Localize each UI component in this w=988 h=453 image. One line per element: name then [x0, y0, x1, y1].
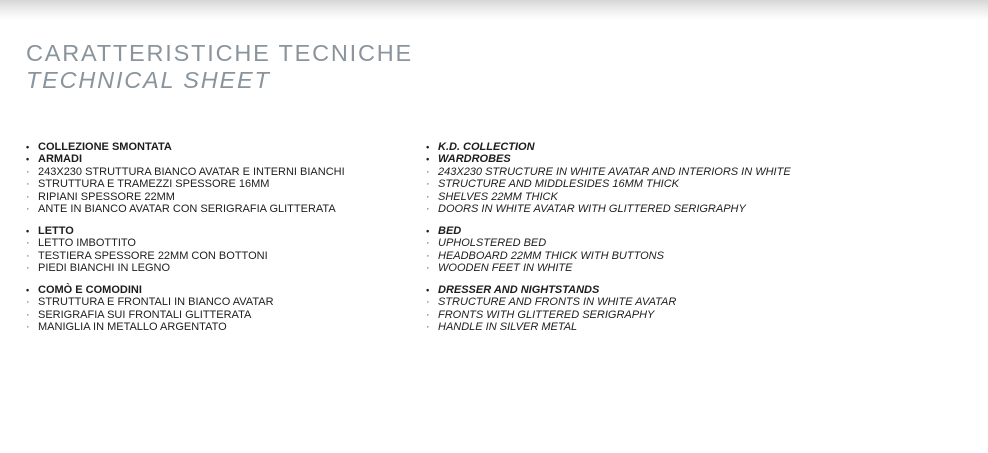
spec-item: [426, 166, 826, 178]
spec-item: [26, 166, 426, 178]
dot-icon: ·: [426, 165, 430, 178]
dot-icon: ·: [426, 296, 430, 309]
dot-icon: ·: [426, 190, 430, 203]
spec-item-text: 243X230 STRUTTURA BIANCO AVATAR E INTERNI BIANCHI: [38, 165, 345, 178]
bullet-icon: •: [426, 285, 430, 296]
dot-icon: ·: [426, 308, 430, 321]
spec-item-text: HEADBOARD 22MM THICK WITH BUTTONS: [438, 249, 664, 262]
spec-item: [426, 309, 826, 321]
spec-item-text: STRUCTURE AND MIDDLESIDES 16MM THICK: [438, 178, 680, 191]
spec-item: [26, 203, 426, 215]
spec-item: [26, 262, 426, 274]
spec-heading: [26, 284, 426, 296]
spec-item-text: 243X230 STRUCTURE IN WHITE AVATAR AND INTERIORS IN WHITE: [438, 165, 791, 178]
spec-item: [26, 191, 426, 203]
spec-item: [426, 321, 826, 333]
spec-heading: [26, 141, 426, 153]
spec-item-text: SERIGRAFIA SUI FRONTALI GLITTERATA: [38, 308, 252, 321]
spec-item: [426, 191, 826, 203]
dot-icon: ·: [26, 321, 30, 334]
dot-icon: ·: [26, 296, 30, 309]
bullet-icon: •: [26, 142, 30, 152]
spec-item-text: STRUCTURE AND FRONTS IN WHITE AVATAR: [438, 296, 677, 309]
spec-item-text: TESTIERA SPESSORE 22MM CON BOTTONI: [38, 249, 268, 262]
spec-item-text: ANTE IN BIANCO AVATAR CON SERIGRAFIA GLITTERATA: [38, 203, 336, 216]
dot-icon: ·: [26, 237, 30, 250]
spec-item-text: STRUTTURA E FRONTALI IN BIANCO AVATAR: [38, 296, 274, 309]
dot-icon: ·: [426, 249, 430, 262]
spec-item: [26, 178, 426, 190]
spec-group: [426, 284, 826, 334]
dot-icon: ·: [26, 165, 30, 178]
spec-heading-text: BED: [438, 224, 462, 237]
spec-heading: [426, 153, 826, 165]
dot-icon: ·: [426, 178, 430, 191]
spec-heading-text: K.D. COLLECTION: [438, 141, 535, 153]
spec-item: [26, 321, 426, 333]
spec-heading: [426, 225, 826, 237]
spec-group: [26, 284, 426, 334]
spec-group: [26, 141, 426, 215]
spec-item: [26, 237, 426, 249]
spec-item: [426, 250, 826, 262]
title-block: [26, 40, 413, 94]
bullet-icon: •: [426, 225, 430, 236]
spec-heading-text: COMÒ E COMODINI: [38, 284, 142, 297]
dot-icon: ·: [426, 321, 430, 334]
spec-item: [426, 262, 826, 274]
spec-heading: [26, 225, 426, 237]
spec-item-text: FRONTS WITH GLITTERED SERIGRAPHY: [438, 308, 655, 321]
spec-heading: [426, 284, 826, 296]
spec-item: [26, 250, 426, 262]
dot-icon: ·: [26, 178, 30, 191]
spec-item-text: UPHOLSTERED BED: [438, 237, 547, 250]
dot-icon: ·: [26, 308, 30, 321]
spec-heading: [426, 141, 826, 153]
spec-item-text: MANIGLIA IN METALLO ARGENTATO: [38, 321, 227, 334]
spec-item: [426, 296, 826, 308]
spec-item-text: HANDLE IN SILVER METAL: [438, 321, 578, 334]
bullet-icon: •: [26, 285, 30, 296]
page-title: CARATTERISTICHE TECNICHE: [26, 40, 414, 66]
english-spec-column: [426, 141, 826, 343]
bullet-icon: •: [426, 142, 430, 152]
spec-item: [426, 237, 826, 249]
spec-item-text: SHELVES 22MM THICK: [438, 190, 558, 203]
spec-group: [426, 141, 826, 215]
spec-item-text: PIEDI BIANCHI IN LEGNO: [38, 262, 171, 275]
dot-icon: ·: [426, 262, 430, 275]
spec-heading-text: COLLEZIONE SMONTATA: [38, 141, 172, 153]
italian-spec-column: [26, 141, 426, 343]
dot-icon: ·: [26, 190, 30, 203]
dot-icon: ·: [26, 262, 30, 275]
spec-item: [426, 178, 826, 190]
bullet-icon: •: [426, 154, 430, 165]
spec-item: [426, 203, 826, 215]
spec-item: [26, 296, 426, 308]
spec-heading: [26, 153, 426, 165]
spec-group: [26, 225, 426, 275]
spec-item-text: STRUTTURA E TRAMEZZI SPESSORE 16MM: [38, 178, 270, 191]
spec-item-text: WOODEN FEET IN WHITE: [438, 262, 573, 275]
spec-item-text: DOORS IN WHITE AVATAR WITH GLITTERED SERIGRAPHY: [438, 203, 746, 216]
spec-item-text: LETTO IMBOTTITO: [38, 237, 136, 250]
spec-heading-text: WARDROBES: [438, 153, 511, 166]
dot-icon: ·: [26, 249, 30, 262]
dot-icon: ·: [26, 203, 30, 216]
spec-heading-text: LETTO: [38, 224, 74, 237]
spec-item-text: RIPIANI SPESSORE 22MM: [38, 190, 175, 203]
spec-item: [26, 309, 426, 321]
dot-icon: ·: [426, 237, 430, 250]
spec-group: [426, 225, 826, 275]
dot-icon: ·: [426, 203, 430, 216]
bullet-icon: •: [26, 154, 30, 165]
spec-heading-text: ARMADI: [38, 153, 82, 166]
page-subtitle: TECHNICAL SHEET: [26, 67, 271, 93]
spec-heading-text: DRESSER AND NIGHTSTANDS: [438, 284, 600, 297]
bullet-icon: •: [26, 225, 30, 236]
top-shadow: [0, 0, 988, 20]
